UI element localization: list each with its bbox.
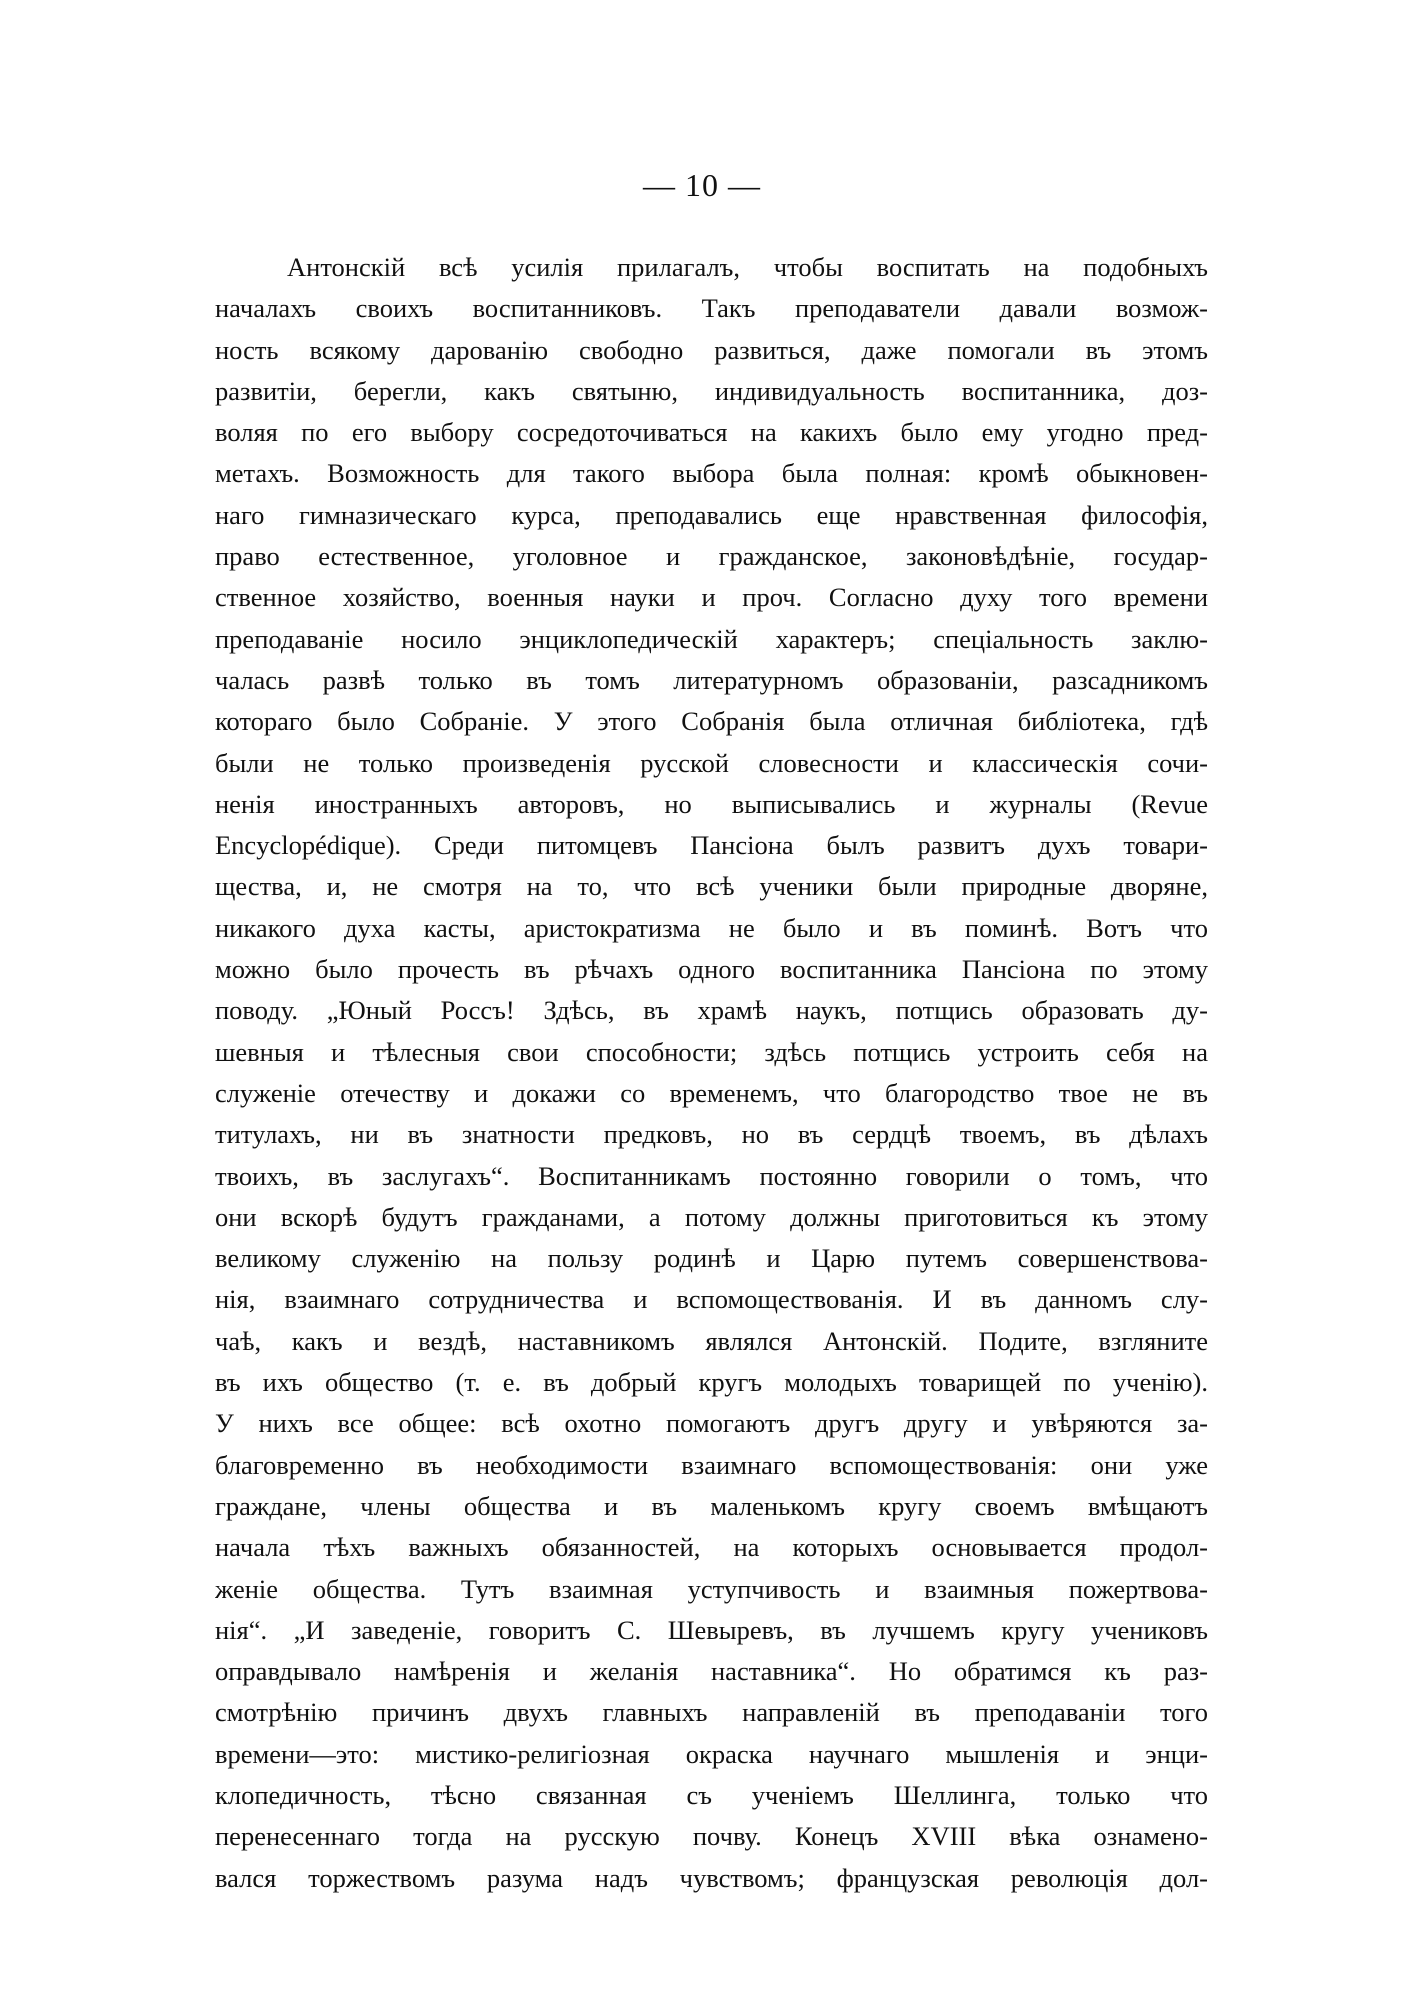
- text-line: нія, взаимнаго сотрудничества и вспомоществованія. И въ данномъ слу-: [215, 1284, 1208, 1315]
- text-line: никакого духа касты, аристократизма не было и въ поминѣ. Вотъ что: [215, 912, 1208, 943]
- text-line: ность всякому дарованію свободно развиться, даже помогали въ этомъ: [215, 334, 1208, 365]
- text-line: метахъ. Возможность для такого выбора была полная: кромѣ обыкновен-: [215, 458, 1208, 489]
- text-line: вался торжествомъ разума надъ чувствомъ; французская революція дол-: [215, 1862, 1208, 1893]
- text-line: котораго было Собраніе. У этого Собранія была отличная библіотека, гдѣ: [215, 706, 1208, 737]
- text-line: можно было прочесть въ рѣчахъ одного воспитанника Пансіона по этому: [215, 954, 1208, 985]
- text-line: нія“. „И заведеніе, говоритъ С. Шевыревъ, въ лучшемъ кругу учениковъ: [215, 1614, 1208, 1645]
- text-line: клопедичность, тѣсно связанная съ ученіемъ Шеллинга, только что: [215, 1779, 1208, 1810]
- text-line: наго гимназическаго курса, преподавались еще нравственная философія,: [215, 499, 1208, 530]
- text-line: времени—это: мистико-религіозная окраска научнаго мышленія и энци-: [215, 1738, 1208, 1769]
- text-line: женіе общества. Тутъ взаимная уступчивость и взаимныя пожертвова-: [215, 1573, 1208, 1604]
- text-line: преподаваніе носило энциклопедическій характеръ; спеціальность заклю-: [215, 623, 1208, 654]
- text-line: шевныя и тѣлесныя свои способности; здѣсь потщись устроить себя на: [215, 1036, 1208, 1067]
- text-line: твоихъ, въ заслугахъ“. Воспитанникамъ постоянно говорили о томъ, что: [215, 1160, 1208, 1191]
- text-line: У нихъ все общее: всѣ охотно помогаютъ другъ другу и увѣряются за-: [215, 1408, 1208, 1439]
- text-line: смотрѣнію причинъ двухъ главныхъ направленій въ преподаваніи того: [215, 1697, 1208, 1728]
- text-line: благовременно въ необходимости взаимнаго вспомоществованія: они уже: [215, 1449, 1208, 1480]
- text-line: были не только произведенія русской словесности и классическія сочи-: [215, 747, 1208, 778]
- text-line: ственное хозяйство, военныя науки и проч. Согласно духу того времени: [215, 582, 1208, 613]
- text-line: начала тѣхъ важныхъ обязанностей, на которыхъ основывается продол-: [215, 1532, 1208, 1563]
- text-line: началахъ своихъ воспитанниковъ. Такъ преподаватели давали возмож-: [215, 293, 1208, 324]
- text-line: они вскорѣ будутъ гражданами, а потому должны приготовиться къ этому: [215, 1201, 1208, 1232]
- text-line: титулахъ, ни въ знатности предковъ, но въ сердцѣ твоемъ, въ дѣлахъ: [215, 1119, 1208, 1150]
- text-line: ненія иностранныхъ авторовъ, но выписывались и журналы (Revue: [215, 788, 1208, 819]
- text-line: служеніе отечеству и докажи со временемъ, что благородство твое не въ: [215, 1077, 1208, 1108]
- text-line: развитіи, берегли, какъ святыню, индивидуальность воспитанника, доз-: [215, 375, 1208, 406]
- text-line: въ ихъ общество (т. е. въ добрый кругъ молодыхъ товарищей по ученію).: [215, 1367, 1208, 1398]
- text-line: оправдывало намѣренія и желанія наставника“. Но обратимся къ раз-: [215, 1656, 1208, 1687]
- text-line: граждане, члены общества и въ маленькомъ кругу своемъ вмѣщаютъ: [215, 1490, 1208, 1521]
- text-line: щества, и, не смотря на то, что всѣ ученики были природные дворяне,: [215, 871, 1208, 902]
- text-line: Encyclopédique). Среди питомцевъ Пансіона былъ развитъ духъ товари-: [215, 830, 1208, 861]
- text-line: великому служенію на пользу родинѣ и Царю путемъ совершенствова-: [215, 1243, 1208, 1274]
- text-line: воляя по его выбору сосредоточиваться на какихъ было ему угодно пред-: [215, 417, 1208, 448]
- text-line: Антонскій всѣ усилія прилагалъ, чтобы воспитать на подобныхъ: [287, 252, 1208, 282]
- body-text: [215, 247, 1208, 1899]
- text-line: чаѣ, какъ и вездѣ, наставникомъ являлся Антонскій. Подите, взгляните: [215, 1325, 1208, 1356]
- text-line: право естественное, уголовное и гражданское, законовѣдѣніе, государ-: [215, 541, 1208, 572]
- text-line: поводу. „Юный Россъ! Здѣсь, въ храмѣ наукъ, потщись образовать ду-: [215, 995, 1208, 1026]
- text-line: чалась развѣ только въ томъ литературномъ образованіи, разсадникомъ: [215, 664, 1208, 695]
- page-number: — 10 —: [643, 167, 761, 203]
- text-line: перенесеннаго тогда на русскую почву. Конецъ XVIII вѣка ознамено-: [215, 1821, 1208, 1852]
